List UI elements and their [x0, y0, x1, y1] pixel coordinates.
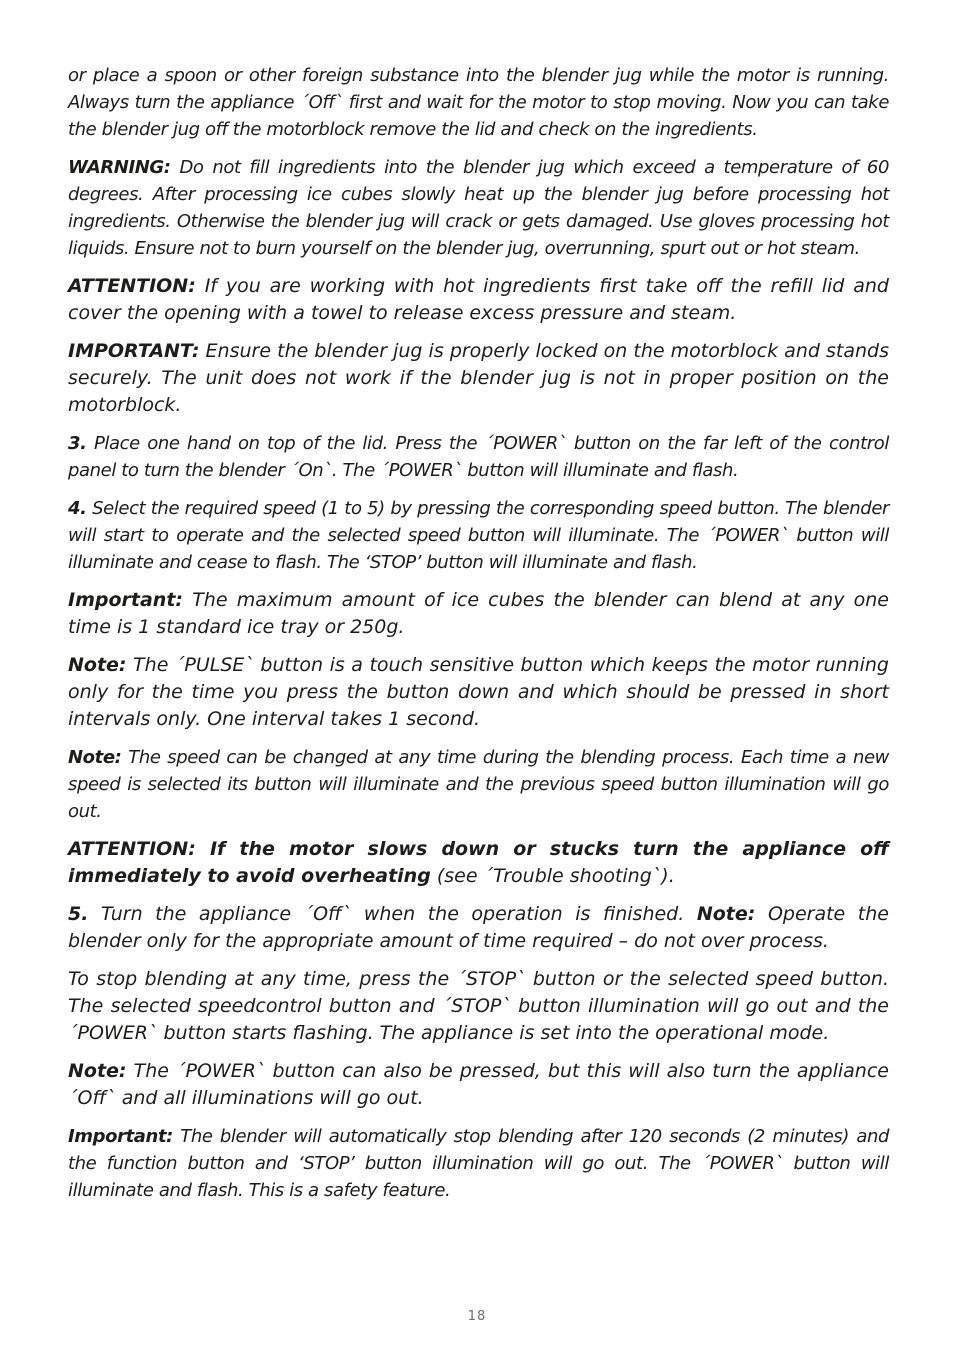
paragraph-continued-warning: or place a spoon or other foreign substance into the blender jug while the motor is running. Always turn the appliance ´Off` first and wait for the motor to stop moving. Now you can take the blender jug off the motorblock remove the lid and check on the ingredients.: [68, 65, 889, 140]
page-number: 18: [467, 1309, 487, 1324]
step-3-number: 3.: [68, 433, 87, 454]
manual-page-body: [68, 62, 889, 1215]
important-label: Important:: [68, 1126, 173, 1147]
important-label: IMPORTANT:: [68, 340, 200, 362]
paragraph-step-5: 5. Turn the appliance ´Off` when the operation is finished. Note: Operate the blender only for the appropriate amount of time required – do not over process.: [68, 903, 889, 952]
paragraph-attention-hot-ingredients: ATTENTION: If you are working with hot ingredients first take off the refill lid and cover the opening with a towel to release excess pressure and steam.: [68, 275, 889, 324]
paragraph-warning-temperature: WARNING: Do not fill ingredients into the blender jug which exceed a temperature of 60 degrees. After processing ice cubes slowly heat up the blender jug before processing hot ingredients. Otherwise the blender jug will crack or gets damaged. Use gloves processing hot liquids. Ensure not to burn yourself on the blender jug, overrunning, spurt out or hot steam.: [68, 157, 889, 259]
paragraph-step-4: 4. Select the required speed (1 to 5) by pressing the corresponding speed button. The blender will start to operate and the selected speed button will illuminate. The ´POWER` button will illuminate and cease to flash. The ‘STOP’ button will illuminate and flash.: [68, 498, 890, 573]
important-label: Important:: [68, 589, 184, 611]
attention-label: ATTENTION:: [68, 275, 196, 297]
paragraph-step-3: 3. Place one hand on top of the lid. Press the ´POWER` button on the far left of the control panel to turn the blender ´On`. The ´POWER` button will illuminate and flash.: [68, 433, 889, 481]
paragraph-important-auto-stop: Important: The blender will automatically stop blending after 120 seconds (2 minutes) and the function button and ‘STOP’ button illumination will go out. The ´POWER` button will illuminate and flash. This is a safety feature.: [68, 1126, 889, 1201]
note-label: Note:: [68, 1060, 127, 1082]
warning-label: WARNING:: [68, 157, 171, 178]
paragraph-important-jug-locked: IMPORTANT: Ensure the blender jug is properly locked on the motorblock and stands securely. The unit does not work if the blender jug is not in proper position on the motorblock.: [68, 340, 890, 416]
note-label: Note:: [68, 747, 122, 768]
step-4-number: 4.: [68, 498, 87, 519]
note-label: Note:: [68, 654, 127, 676]
paragraph-note-speed-change: Note: The speed can be changed at any time during the blending process. Each time a new speed is selected its button will illuminate and the previous speed button illumination will go out.: [68, 747, 889, 822]
paragraph-note-pulse: Note: The ´PULSE` button is a touch sensitive button which keeps the motor running only for the time you press the button down and which should be pressed in short intervals only. One interval takes 1 second.: [68, 654, 889, 730]
step-5-number: 5.: [68, 903, 89, 925]
note-label: Note:: [696, 903, 756, 925]
paragraph-stop-blending: To stop blending at any time, press the ´STOP` button or the selected speed button. The selected speedcontrol button and ´STOP` button illumination will go out and the ´POWER` button starts flashing. The appliance is set into the operational mode.: [68, 968, 889, 1044]
paragraph-note-power-button: Note: The ´POWER` button can also be pressed, but this will also turn the appliance ´Off` and all illuminations will go out.: [68, 1060, 889, 1109]
attention-overheating-label: ATTENTION: If the motor slows down or stucks turn the appliance off immediately to avoid overheating: [68, 838, 889, 887]
paragraph-attention-overheating: ATTENTION: If the motor slows down or stucks turn the appliance off immediately to avoid overheating (see ´Trouble shooting`).: [68, 838, 889, 887]
paragraph-important-ice-cubes: Important: The maximum amount of ice cubes the blender can blend at any one time is 1 standard ice tray or 250g.: [68, 589, 889, 638]
